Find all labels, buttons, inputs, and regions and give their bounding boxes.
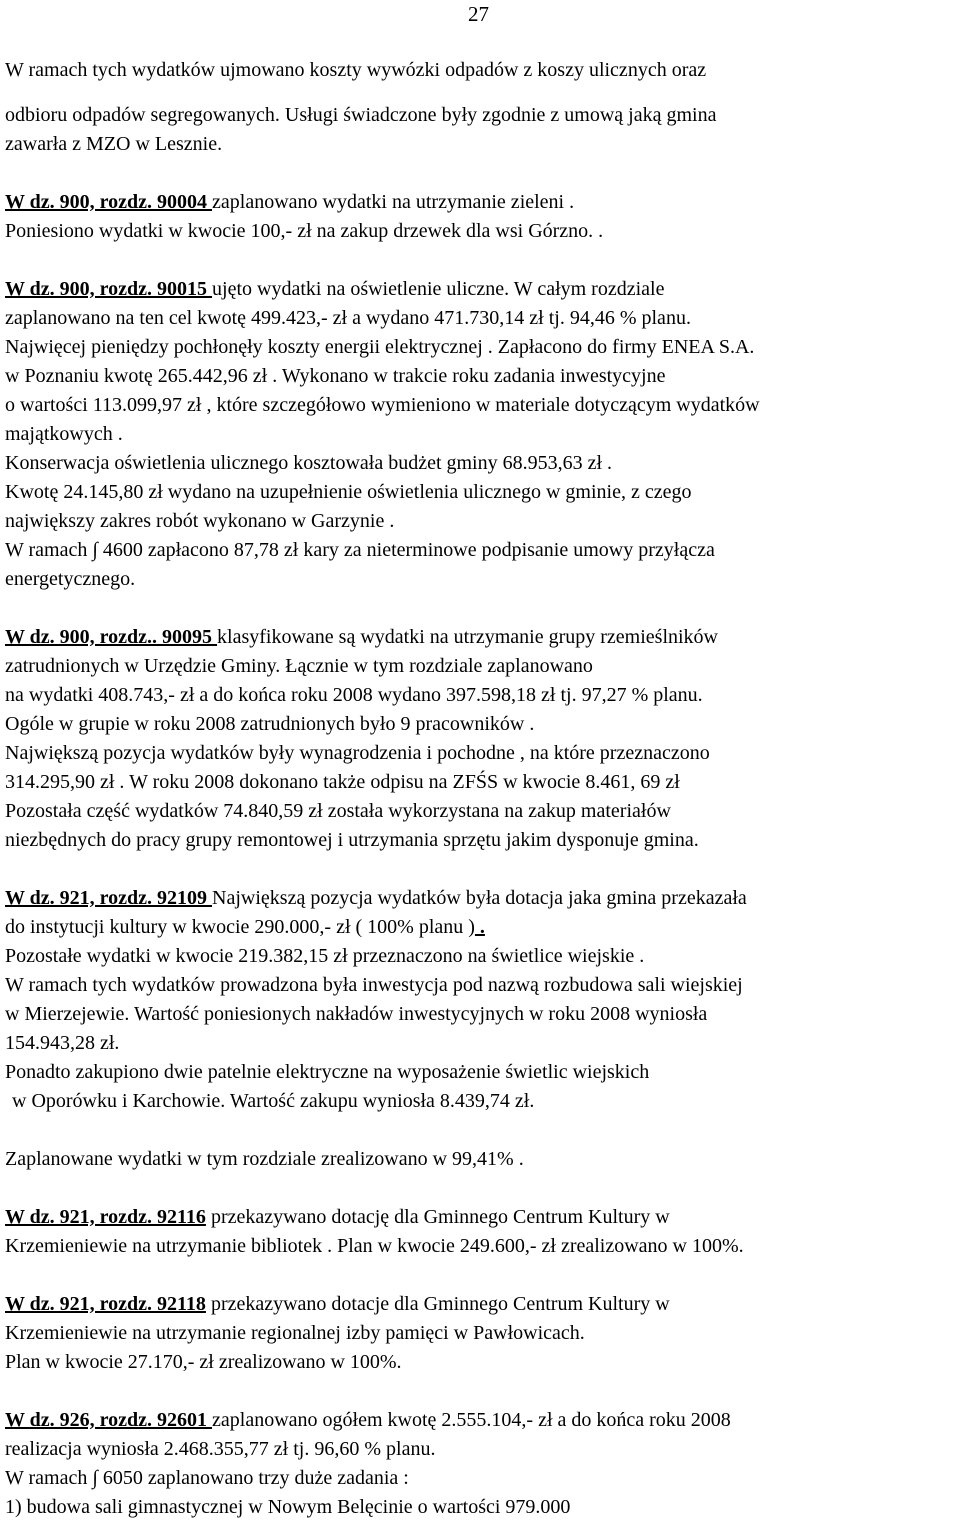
section-heading: W dz. 921, rozdz. 92109 bbox=[5, 887, 213, 909]
text-line: Ogóle w grupie w roku 2008 zatrudnionych było 9 pracowników . bbox=[5, 713, 535, 735]
text-line: Pozostała część wydatków 74.840,59 zł została wykorzystana na zakup materiałów bbox=[5, 800, 671, 822]
section-heading: W dz. 900, rozdz.. 90095 bbox=[5, 626, 218, 648]
text-line: 154.943,28 zł. bbox=[5, 1032, 120, 1054]
text-line: odbioru odpadów segregowanych. Usługi świadczone były zgodnie z umową jaką gmina bbox=[5, 104, 717, 126]
text-line: niezbędnych do pracy grupy remontowej i utrzymania sprzętu jakim dysponuje gmina. bbox=[5, 829, 699, 851]
text-line: Plan w kwocie 27.170,- zł zrealizowano w 100%. bbox=[5, 1351, 402, 1373]
text-line: W ramach ∫ 4600 zapłacono 87,78 zł kary za nieterminowe podpisanie umowy przyłącza bbox=[5, 539, 715, 561]
text-line: zawarła z MZO w Lesznie. bbox=[5, 133, 223, 155]
text-line: Najwięcej pieniędzy pochłonęły koszty energii elektrycznej . Zapłacono do firmy ENEA S.A. bbox=[5, 336, 755, 358]
line-tail: . bbox=[474, 916, 485, 938]
section-heading: W dz. 921, rozdz. 92118 bbox=[5, 1293, 206, 1315]
section-line bbox=[5, 887, 747, 909]
text-line: Konserwacja oświetlenia ulicznego kosztowała budżet gminy 68.953,63 zł . bbox=[5, 452, 613, 474]
text-line: w Poznaniu kwotę 265.442,96 zł . Wykonano w trakcie roku zadania inwestycyjne bbox=[5, 365, 666, 387]
text-line: 314.295,90 zł . W roku 2008 dokonano także odpisu na ZFŚS w kwocie 8.461, 69 zł bbox=[5, 771, 680, 793]
section-line bbox=[5, 1293, 670, 1315]
section-heading: W dz. 900, rozdz. 90004 bbox=[5, 191, 213, 213]
section-text: Największą pozycja wydatków była dotacja jaka gmina przekazała bbox=[212, 887, 747, 909]
text-line: w Mierzejewie. Wartość poniesionych nakładów inwestycyjnych w roku 2008 wyniosła bbox=[5, 1003, 708, 1025]
text-line: 1) budowa sali gimnastycznej w Nowym Belęcinie o wartości 979.000 bbox=[5, 1496, 571, 1518]
text-line: W ramach tych wydatków ujmowano koszty wywózki odpadów z koszy ulicznych oraz bbox=[5, 59, 707, 81]
text-line: Pozostałe wydatki w kwocie 219.382,15 zł przeznaczono na świetlice wiejskie . bbox=[5, 945, 645, 967]
section-text: zaplanowano ogółem kwotę 2.555.104,- zł a do końca roku 2008 bbox=[212, 1409, 731, 1431]
text-line: Krzemieniewie na utrzymanie regionalnej izby pamięci w Pawłowicach. bbox=[5, 1322, 585, 1344]
text-line: realizacja wyniosła 2.468.355,77 zł tj. 96,60 % planu. bbox=[5, 1438, 436, 1460]
text-line: Kwotę 24.145,80 zł wydano na uzupełnienie oświetlenia ulicznego w gminie, z czego bbox=[5, 481, 692, 503]
text-line: W ramach ∫ 6050 zaplanowano trzy duże zadania : bbox=[5, 1467, 409, 1489]
page-number: 27 bbox=[468, 2, 489, 26]
text-line: energetycznego. bbox=[5, 568, 136, 590]
text-line: w Oporówku i Karchowie. Wartość zakupu wyniosła 8.439,74 zł. bbox=[12, 1090, 535, 1112]
section-line bbox=[5, 278, 664, 300]
text-line: majątkowych . bbox=[5, 423, 123, 445]
text-line: Poniesiono wydatki w kwocie 100,- zł na zakup drzewek dla wsi Górzno. . bbox=[5, 220, 604, 242]
text-line bbox=[5, 916, 485, 938]
text-line: o wartości 113.099,97 zł , które szczegółowo wymieniono w materiale dotyczącym wydatków bbox=[5, 394, 760, 416]
section-text: zaplanowano wydatki na utrzymanie zieleni . bbox=[212, 191, 575, 213]
section-line bbox=[5, 1206, 670, 1228]
section-line bbox=[5, 1409, 731, 1431]
text-line: zaplanowano na ten cel kwotę 499.423,- zł a wydano 471.730,14 zł tj. 94,46 % planu. bbox=[5, 307, 691, 329]
section-line bbox=[5, 191, 574, 213]
text-line: W ramach tych wydatków prowadzona była inwestycja pod nazwą rozbudowa sali wiejskiej bbox=[5, 974, 743, 996]
text-line: Ponadto zakupiono dwie patelnie elektryczne na wyposażenie świetlic wiejskich bbox=[5, 1061, 650, 1083]
text-line: Zaplanowane wydatki w tym rozdziale zrealizowano w 99,41% . bbox=[5, 1148, 524, 1170]
text-line: największy zakres robót wykonano w Garzynie . bbox=[5, 510, 395, 532]
section-heading: W dz. 926, rozdz. 92601 bbox=[5, 1409, 213, 1431]
text-line: zatrudnionych w Urzędzie Gminy. Łącznie w tym rozdziale zaplanowano bbox=[5, 655, 593, 677]
section-heading: W dz. 921, rozdz. 92116 bbox=[5, 1206, 206, 1228]
line-text: do instytucji kultury w kwocie 290.000,- zł ( 100% planu ) bbox=[5, 916, 475, 938]
text-line: Największą pozycja wydatków były wynagrodzenia i pochodne , na które przeznaczono bbox=[5, 742, 710, 764]
text-line: na wydatki 408.743,- zł a do końca roku 2008 wydano 397.598,18 zł tj. 97,27 % planu. bbox=[5, 684, 703, 706]
section-text: przekazywano dotację dla Gminnego Centrum Kultury w bbox=[205, 1206, 670, 1228]
section-heading: W dz. 900, rozdz. 90015 bbox=[5, 278, 213, 300]
section-line bbox=[5, 626, 718, 648]
section-text: klasyfikowane są wydatki na utrzymanie grupy rzemieślników bbox=[217, 626, 718, 648]
text-line: Krzemieniewie na utrzymanie bibliotek . Plan w kwocie 249.600,- zł zrealizowano w 100%. bbox=[5, 1235, 744, 1257]
section-text: ujęto wydatki na oświetlenie uliczne. W całym rozdziale bbox=[212, 278, 665, 300]
section-text: przekazywano dotacje dla Gminnego Centrum Kultury w bbox=[205, 1293, 670, 1315]
